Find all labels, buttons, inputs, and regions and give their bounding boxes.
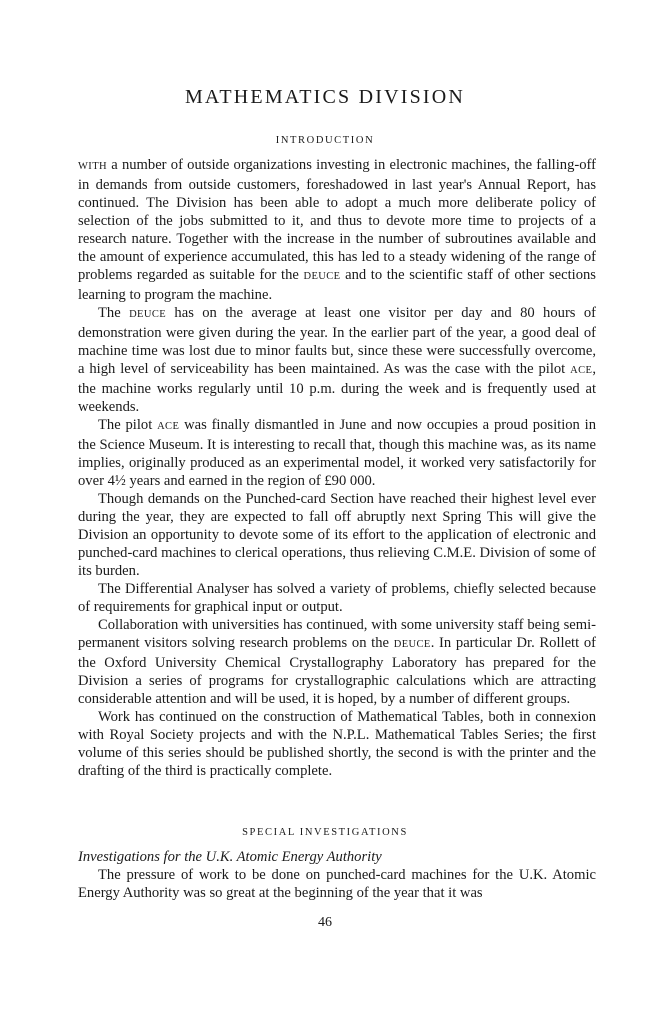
paragraph: Collaboration with universities has continued, with some university staff being semi-permanent visitors solving research problems on the DEUCE. In particular Dr. Rollett of the Oxford University Chemical Crystallography Laboratory has prepared for the Division a series of programs for crystallographic calculations which are attracting considerable attention and will be used, it is hoped, by a number of different groups. <box>78 617 597 707</box>
subsection-heading: Investigations for the U.K. Atomic Energy Authority <box>78 849 382 865</box>
ace-smallcaps: ACE <box>570 365 593 376</box>
drop-cap-word: WITH <box>78 161 108 172</box>
deuce-smallcaps: DEUCE <box>303 271 341 282</box>
introduction-body <box>78 156 596 780</box>
page-number: 46 <box>318 915 332 930</box>
section-heading-introduction: INTRODUCTION <box>275 135 375 146</box>
paragraph: WITH a number of outside organizations investing in electronic machines, the falling-off in demands from outside customers, foreshadowed in last year's Annual Report, has continued. The Division has been able to adopt a much more deliberate policy of selection of the jobs submitted to it, and thus to devote more time to projects of a research nature. Together with the increase in the number of subroutines available and the amount of experience accumulated, this has led to a steady widening of the range of problems regarded as suitable for the DEUCE and to the scientific staff of other sections learning to program the machine. <box>78 157 596 303</box>
section-heading-special-investigations: SPECIAL INVESTIGATIONS <box>242 827 408 838</box>
deuce-smallcaps: DEUCE <box>393 639 431 650</box>
paragraph: Work has continued on the construction of Mathematical Tables, both in connexion with Royal Society projects and with the N.P.L. Mathematical Tables Series; the first volume of this series should be published shortly, the second is with the printer and the drafting of the third is practically complete. <box>78 709 596 779</box>
deuce-smallcaps: DEUCE <box>129 309 167 320</box>
paragraph: The pressure of work to be done on punched-card machines for the U.K. Atomic Energy Authority was so great at the beginning of the year that it was <box>78 867 596 901</box>
paragraph: The DEUCE has on the average at least one visitor per day and 80 hours of demonstration were given during the year. In the earlier part of the year, a good deal of machine time was lost due to minor faults but, since these were successfully overcome, a high level of serviceability has been maintained. As was the case with the pilot ACE, the machine works regularly until 10 p.m. during the week and is frequently used at weekends. <box>78 305 596 415</box>
page-title: MATHEMATICS DIVISION <box>184 86 466 108</box>
paragraph: The Differential Analyser has solved a variety of problems, chiefly selected because of requirements for graphical input or output. <box>78 581 596 615</box>
paragraph: Though demands on the Punched-card Section have reached their highest level ever during the year, they are expected to fall off abruptly next Spring This will give the Division an opportunity to devote some of its effort to the application of electronic and punched-card machines to clerical operations, thus relieving C.M.E. Division of some of its burden. <box>78 491 596 579</box>
paragraph: The pilot ACE was finally dismantled in June and now occupies a proud position in the Science Museum. It is interesting to recall that, though this machine was, as its name implies, originally produced as an experimental model, it worked very satisfactorily for over 4½ years and earned in the region of £90 000. <box>78 417 596 489</box>
special-investigations-body <box>78 848 596 902</box>
ace-smallcaps: ACE <box>157 421 180 432</box>
